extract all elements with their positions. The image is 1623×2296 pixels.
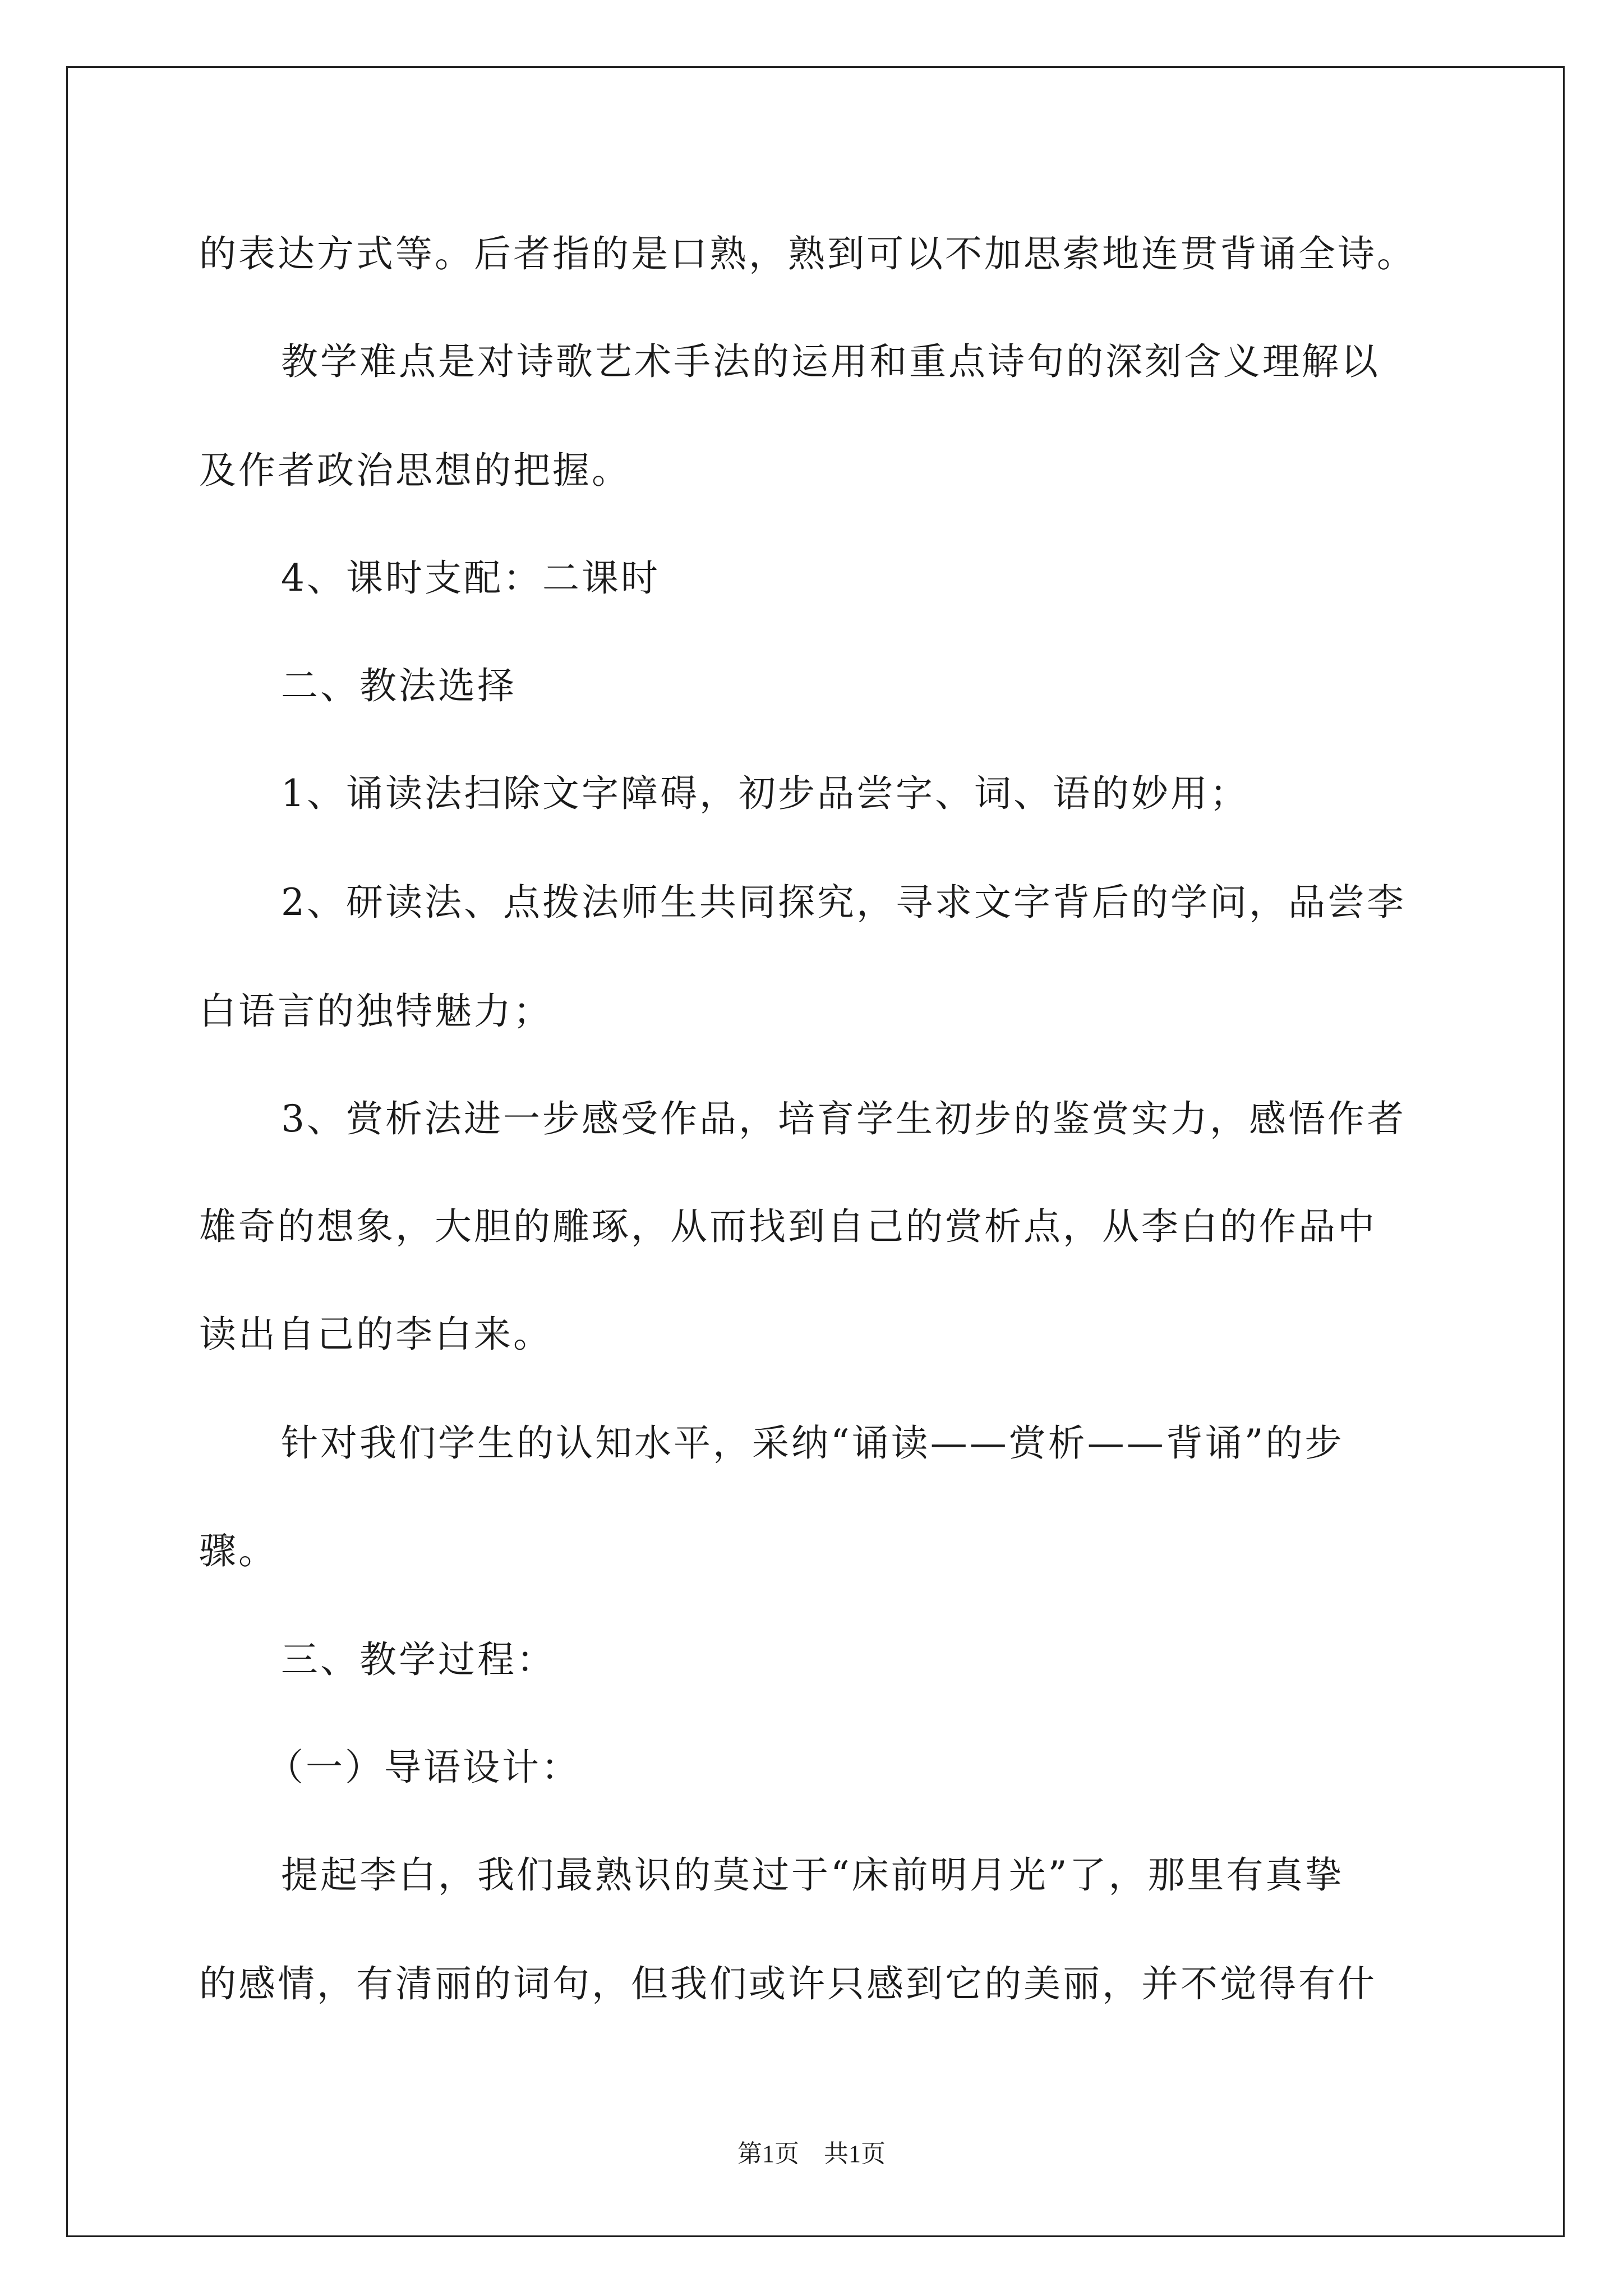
text-line: 针对我们学生的认知水平，采纳“诵读——赏析——背诵”的步 [281,1421,1344,1465]
page-border [66,66,1565,2237]
text-line: 的表达方式等。后者指的是口熟，熟到可以不加思索地连贯背诵全诗。 [199,232,1416,275]
text-line: 教学难点是对诗歌艺术手法的运用和重点诗句的深刻含义理解以 [281,340,1380,383]
text-line: 及作者政治思想的把握。 [199,449,631,492]
text-line: 的感情，有清丽的词句，但我们或许只感到它的美丽，并不觉得有什 [199,1962,1377,2005]
section-heading: 三、教学过程： [281,1638,556,1681]
text-line: 4、课时支配：二课时 [281,556,660,600]
text-line: 1、诵读法扫除文字障碍，初步品尝字、词、语的妙用； [281,772,1249,815]
text-line: 白语言的独特魅力； [199,990,552,1033]
text-line: 读出自己的李白来。 [199,1313,552,1356]
section-heading: 二、教法选择 [281,664,517,707]
text-line: 2、研读法、点拨法师生共同探究，寻求文字背后的学问，品尝李 [281,881,1406,924]
text-line: 提起李白，我们最熟识的莫过于“床前明月光”了，那里有真挚 [281,1853,1344,1897]
text-line: 3、赏析法进一步感受作品，培育学生初步的鉴赏实力，感悟作者 [281,1097,1406,1140]
text-line: 雄奇的想象，大胆的雕琢，从而找到自己的赏析点，从李白的作品中 [199,1205,1377,1248]
text-line: 骤。 [199,1529,278,1572]
subsection-heading: （一）导语设计： [266,1746,580,1789]
page-footer: 第1页 共1页 [737,2140,886,2168]
